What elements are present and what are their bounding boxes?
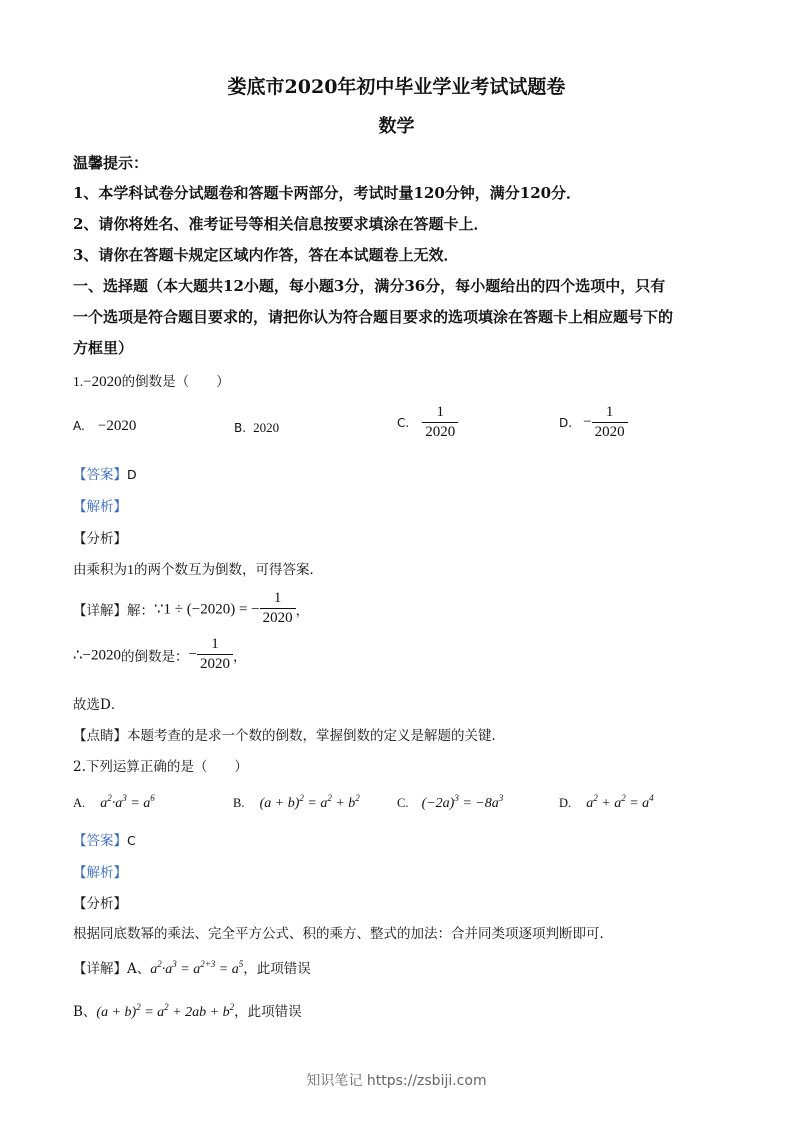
q1-option-c — [397, 404, 458, 442]
q1-option-c-label: C. — [397, 415, 410, 430]
q2-option-a — [73, 792, 155, 812]
q1-detail-numerator: 1 — [260, 590, 296, 609]
q2-option-d-formula: $a^2 + a^2 = a^4$ — [586, 793, 654, 811]
q1-therefore-expr: ∴−2020 — [73, 647, 122, 664]
q1-option-a-label: A. — [73, 419, 85, 433]
q1-option-d-label: D. — [559, 415, 573, 430]
section-line-3: 方框里） — [73, 339, 134, 357]
q1-option-d-sign: − — [583, 414, 592, 431]
footer-watermark: 知识笔记 https://zsbiji.com — [306, 1073, 487, 1089]
q1-therefore — [73, 636, 246, 674]
q2-option-c — [397, 792, 503, 812]
q1-therefore-end: ， — [232, 648, 247, 665]
q1-option-d-denominator: 2020 — [594, 424, 625, 441]
q1-answer — [73, 463, 137, 483]
section-line-2: 一个选项是符合题目要求的，请把你认为符合题目要求的选项填涂在答题卡上相应题号下的 — [73, 308, 674, 326]
q1-therefore-denominator: 2020 — [199, 656, 230, 673]
q1-detail-tag: 【详解】解： — [73, 602, 154, 619]
notice-item-1: 1、本学科试卷分试题卷和答题卡两部分，考试时量120分钟，满分120分． — [73, 184, 582, 202]
q2-option-b-formula: $(a + b)^2 = a^2 + b^2$ — [259, 793, 360, 811]
q1-detail-fraction — [260, 590, 296, 628]
q2-detail-b — [73, 1000, 302, 1021]
q1-choose: 故选D． — [73, 697, 125, 713]
q2-answer-value: C — [127, 833, 136, 848]
q1-answer-tag: 【答案】 — [73, 467, 127, 483]
q1-option-d-fraction — [592, 404, 628, 442]
q2-stem: 2.下列运算正确的是（ ） — [73, 759, 248, 775]
q2-option-c-label: C. — [397, 796, 409, 810]
q1-therefore-text: 的倒数是： — [121, 648, 189, 665]
q1-detail — [73, 590, 309, 628]
section-line-1: 一、选择题（本大题共12小题，每小题3分，满分36分，每小题给出的四个选项中，只有 — [73, 277, 666, 295]
q1-option-b-label: B. — [234, 421, 247, 435]
q2-option-a-formula: $a^2\cdot a^3 = a^6$ — [100, 793, 155, 811]
q2-jiexi-tag: 【解析】 — [73, 865, 127, 881]
q1-option-c-numerator: 1 — [422, 404, 458, 423]
q1-option-a — [73, 415, 136, 435]
q1-fenxi-tag: 【分析】 — [73, 531, 127, 547]
q2-option-d-label: D. — [559, 796, 572, 810]
q1-option-c-denominator: 2020 — [425, 424, 456, 441]
q1-jiexi-tag: 【解析】 — [73, 499, 127, 515]
q1-option-a-value: −2020 — [97, 418, 137, 434]
q1-detail-end: ， — [295, 602, 310, 619]
q2-detail-a-end: ，此项错误 — [243, 961, 311, 977]
q2-fenxi-tag: 【分析】 — [73, 896, 127, 912]
q2-detail-a-label: A、 — [127, 961, 151, 977]
q1-expr: −2020 — [83, 374, 122, 390]
q2-option-b-label: B. — [233, 796, 245, 810]
q2-fenxi-text: 根据同底数幂的乘法、完全平方公式、积的乘方、整式的加法：合并同类项逐项判断即可． — [73, 926, 613, 942]
q2-option-d — [559, 792, 654, 812]
notice-item-2: 2、请你将姓名、准考证号等相关信息按要求填涂在答题卡上． — [73, 215, 489, 233]
q1-dianjing-tag: 【点睛】 — [73, 728, 127, 744]
q2-option-c-formula: $(-2a)^3 = -8a^3$ — [421, 793, 504, 811]
q2-detail-tag: 【详解】 — [73, 961, 127, 977]
q1-fenxi-text-b: 的两个数互为倒数，可得答案． — [134, 562, 323, 578]
q1-dianjing-text: 本题考查的是求一个数的倒数，掌握倒数的定义是解题的关键． — [127, 728, 505, 744]
q1-therefore-numerator: 1 — [197, 636, 233, 655]
q1-number: 1. — [73, 374, 84, 389]
q2-detail-a — [73, 957, 311, 978]
q1-option-d — [559, 404, 628, 442]
q1-detail-expr: ∵1 ÷ (−2020) = − — [154, 601, 260, 618]
q1-detail-denominator: 2020 — [262, 610, 293, 627]
q1-dianjing — [73, 724, 505, 744]
notice-item-3: 3、请你在答题卡规定区域内作答，答在本试题卷上无效． — [73, 246, 459, 264]
q2-detail-b-label: B、 — [73, 1004, 97, 1020]
q1-stem-text: 的倒数是（ ） — [121, 374, 230, 390]
q1-fenxi-text — [73, 558, 323, 579]
q1-stem — [73, 370, 230, 391]
notice-heading: 温馨提示： — [73, 154, 149, 172]
q2-detail-b-end: ，此项错误 — [234, 1004, 302, 1020]
q2-detail-a-formula: $a^2\cdot a^3 = a^{2+3} = a^5$ — [150, 959, 244, 977]
page-title: 娄底市2020年初中毕业学业考试试题卷 — [227, 76, 566, 98]
subject-title: 数学 — [378, 116, 415, 137]
q2-option-b — [233, 792, 360, 812]
q2-detail-b-formula: $(a + b)^2 = a^2 + 2ab + b^2$ — [96, 1002, 235, 1020]
q1-option-b — [234, 417, 279, 436]
q1-fenxi-one: 1 — [127, 563, 134, 578]
q2-option-a-label: A. — [73, 796, 86, 810]
q1-answer-value: D — [127, 467, 137, 482]
q1-option-b-value: 2020 — [253, 420, 280, 435]
q2-answer — [73, 829, 136, 849]
q2-answer-tag: 【答案】 — [73, 833, 127, 849]
q1-therefore-fraction — [197, 636, 233, 674]
q1-therefore-sign: − — [188, 646, 197, 663]
q1-option-c-fraction — [422, 404, 458, 442]
q1-fenxi-text-a: 由乘积为 — [73, 562, 127, 578]
q1-option-d-numerator: 1 — [592, 404, 628, 423]
